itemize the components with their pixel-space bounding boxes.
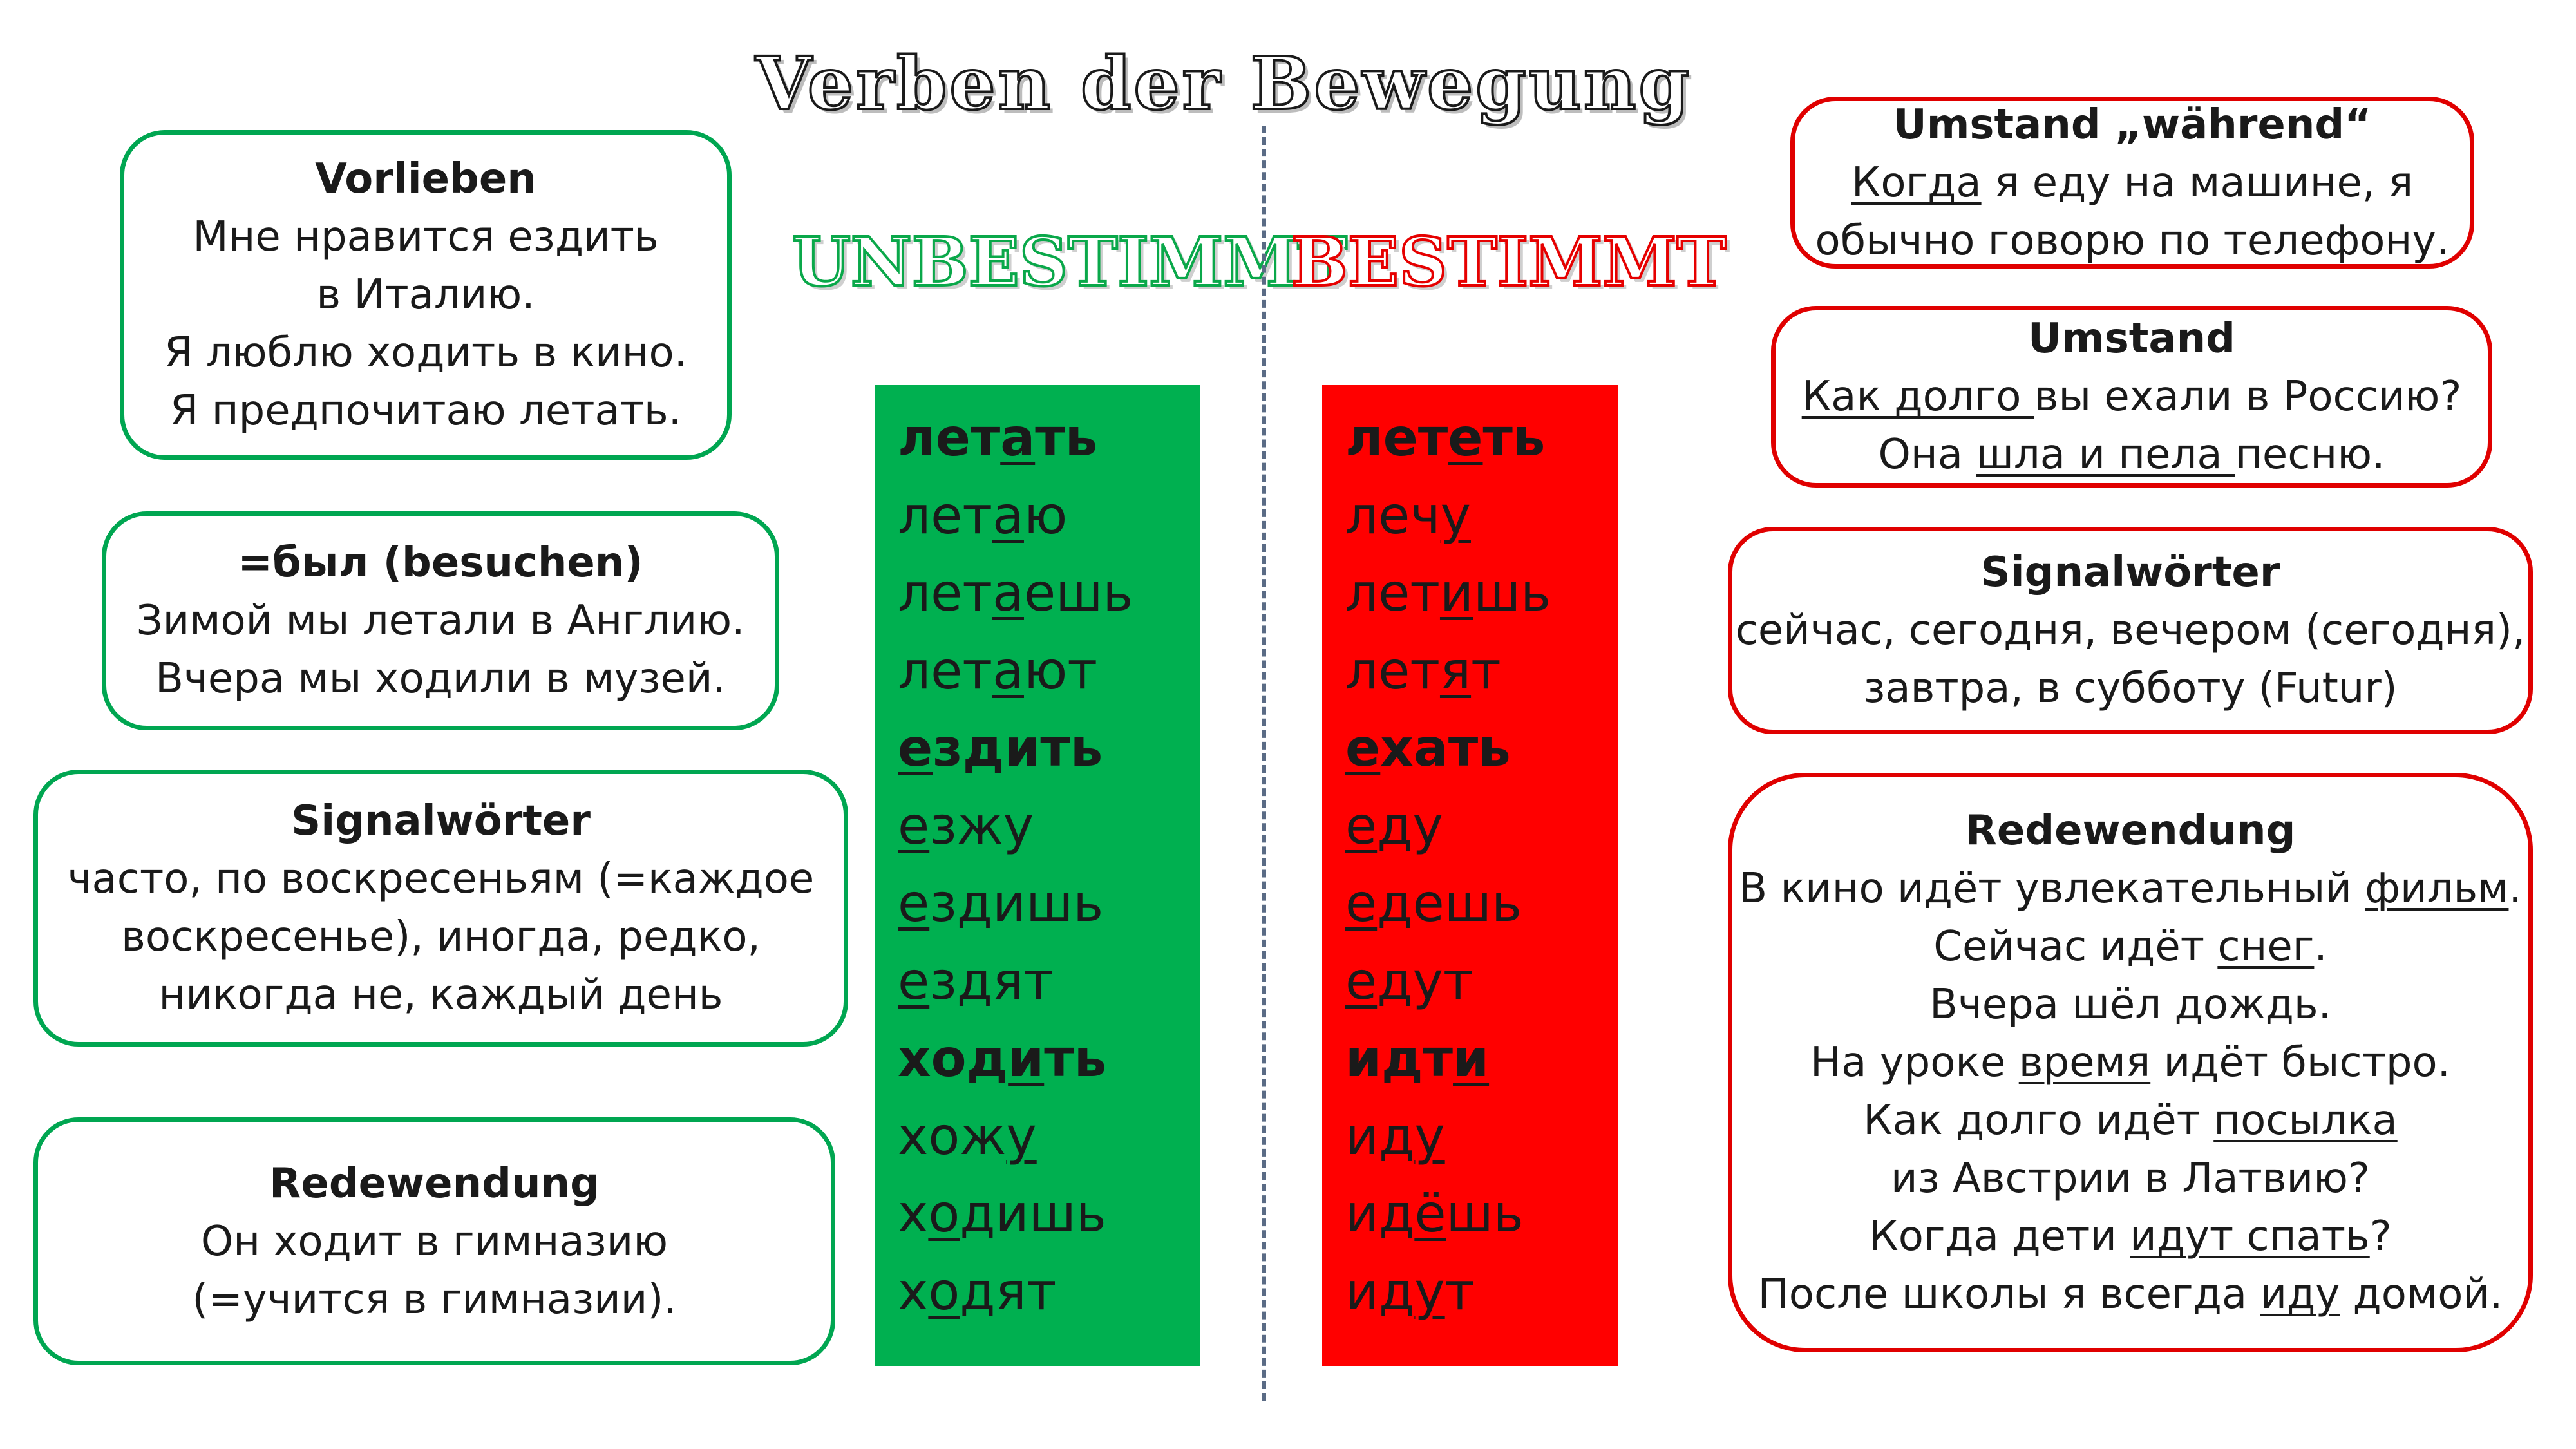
box-line: (=учится в гимназии). xyxy=(192,1275,677,1323)
box-line: Я люблю ходить в кино. xyxy=(164,329,688,377)
box-redewendung-left xyxy=(33,1117,835,1365)
box-line: Сейчас идёт снег. xyxy=(1933,923,2327,971)
box-line: в Италию. xyxy=(316,271,535,319)
verb-form: лететь xyxy=(1345,408,1546,468)
column-heading-indefinite: UNBESTIMMT xyxy=(792,222,1347,301)
box-heading: Vorlieben xyxy=(315,155,536,203)
box-line: Как долго вы ехали в Россию? xyxy=(1801,373,2462,421)
stressed-vowel: е xyxy=(898,718,933,778)
stressed-vowel: а xyxy=(992,485,1024,545)
box-line: Зимой мы летали в Англию. xyxy=(136,597,745,645)
verb-form: идут xyxy=(1345,1261,1475,1321)
stressed-vowel: е xyxy=(1345,873,1378,933)
verb-form: идти xyxy=(1345,1028,1490,1088)
underlined-phrase: Когда xyxy=(1851,158,1982,207)
verb-form: ходить xyxy=(898,1028,1107,1088)
stressed-vowel: я xyxy=(1439,640,1472,701)
box-line: Вчера мы ходили в музей. xyxy=(155,655,726,703)
box-heading: =был (besuchen) xyxy=(238,539,643,587)
stressed-vowel: и xyxy=(1439,563,1473,623)
page-title: Verben der Bewegung xyxy=(755,42,1692,126)
verb-form: иду xyxy=(1345,1106,1445,1166)
box-line: Как долго идёт посылка xyxy=(1863,1097,2398,1144)
box-signalwoerter-right xyxy=(1728,527,2533,734)
column-heading-definite: BESTIMMT xyxy=(1291,222,1727,301)
box-line: Я предпочитаю летать. xyxy=(169,387,682,435)
box-line: После школы я всегда иду домой. xyxy=(1757,1271,2503,1318)
verb-form: ходят xyxy=(898,1261,1057,1321)
stressed-vowel: и xyxy=(1008,1028,1045,1088)
stressed-vowel: е xyxy=(1345,951,1378,1011)
box-line: Он ходит в гимназию xyxy=(200,1217,668,1265)
definite-verb-list xyxy=(1322,385,1618,1331)
underlined-phrase: время xyxy=(2018,1039,2151,1086)
stressed-vowel: е xyxy=(898,873,930,933)
box-umstand-waehrend xyxy=(1790,97,2474,269)
underlined-phrase: идут спать xyxy=(2130,1213,2370,1260)
box-vorlieben xyxy=(120,130,732,460)
verb-form: летаю xyxy=(898,485,1068,545)
underlined-phrase: иду xyxy=(2260,1271,2340,1318)
underlined-phrase: Как долго xyxy=(1801,373,2034,421)
box-line: обычно говорю по телефону. xyxy=(1815,216,2450,265)
stressed-vowel: а xyxy=(1000,408,1036,468)
box-line: часто, по воскресеньям (=каждое xyxy=(67,855,815,903)
stressed-vowel: у xyxy=(1006,1106,1037,1166)
stressed-vowel: е xyxy=(1448,408,1483,468)
verb-form: еду xyxy=(1345,795,1443,856)
box-line: из Австрии в Латвию? xyxy=(1891,1155,2370,1202)
verb-form: ездить xyxy=(898,718,1103,778)
verb-form: летаешь xyxy=(898,563,1133,623)
stressed-vowel: о xyxy=(928,1261,960,1321)
box-line: Она шла и пела песню. xyxy=(1878,431,2385,478)
box-umstand xyxy=(1771,306,2492,488)
definite-verbs-panel xyxy=(1322,385,1618,1366)
stressed-vowel: е xyxy=(898,795,930,856)
column-divider xyxy=(1262,126,1266,1401)
box-heading: Redewendung xyxy=(269,1159,600,1208)
box-heading: Signalwörter xyxy=(1980,549,2280,596)
box-line: сейчас, сегодня, вечером (сегодня), xyxy=(1735,607,2526,654)
verb-form: летят xyxy=(1345,640,1501,701)
underlined-phrase: шла и пела xyxy=(1976,431,2235,478)
stressed-vowel: а xyxy=(992,640,1024,701)
box-line: Когда дети идут спать? xyxy=(1869,1213,2392,1260)
box-heading: Umstand „während“ xyxy=(1893,100,2372,149)
stressed-vowel: у xyxy=(1414,1261,1445,1321)
verb-form: ездишь xyxy=(898,873,1104,933)
verb-form: летают xyxy=(898,640,1097,701)
box-line: завтра, в субботу (Futur) xyxy=(1863,665,2398,712)
indefinite-verb-list xyxy=(875,385,1200,1331)
verb-form: ездят xyxy=(898,951,1054,1011)
box-line: Когда я еду на машине, я xyxy=(1851,158,2414,207)
box-byl xyxy=(102,511,779,730)
verb-form: езжу xyxy=(898,795,1034,856)
underlined-phrase: фильм xyxy=(2365,865,2509,913)
stressed-vowel: а xyxy=(992,563,1024,623)
underlined-phrase: снег xyxy=(2217,923,2315,971)
verb-form: идёшь xyxy=(1345,1184,1524,1244)
box-line: воскресенье), иногда, редко, xyxy=(121,913,761,961)
stressed-vowel: у xyxy=(1440,485,1471,545)
box-line: Мне нравится ездить xyxy=(193,213,659,261)
verb-form: летишь xyxy=(1345,563,1551,623)
box-redewendung-right xyxy=(1728,773,2533,1352)
stressed-vowel: о xyxy=(928,1184,960,1244)
stressed-vowel: е xyxy=(1345,795,1378,856)
box-heading: Signalwörter xyxy=(291,797,591,845)
verb-form: едешь xyxy=(1345,873,1522,933)
verb-form: лечу xyxy=(1345,485,1471,545)
verb-form: хожу xyxy=(898,1106,1037,1166)
stressed-vowel: и xyxy=(1453,1028,1490,1088)
box-heading: Umstand xyxy=(2028,315,2235,363)
stressed-vowel: у xyxy=(1414,1106,1445,1166)
box-line: Вчера шёл дождь. xyxy=(1929,981,2331,1028)
verb-form: едут xyxy=(1345,951,1473,1011)
verb-form: ходишь xyxy=(898,1184,1106,1244)
box-heading: Redewendung xyxy=(1965,807,2296,855)
box-signalwoerter-left xyxy=(33,770,848,1046)
stressed-vowel: е xyxy=(1345,718,1381,778)
stressed-vowel: е xyxy=(898,951,930,1011)
box-line: В кино идёт увлекательный фильм. xyxy=(1739,865,2522,913)
verb-form: ехать xyxy=(1345,718,1511,778)
box-line: На уроке время идёт быстро. xyxy=(1810,1039,2450,1086)
box-line: никогда не, каждый день xyxy=(158,971,723,1019)
underlined-phrase: посылка xyxy=(2213,1097,2398,1144)
indefinite-verbs-panel xyxy=(875,385,1200,1366)
verb-form: летать xyxy=(898,408,1098,468)
stressed-vowel: ё xyxy=(1414,1184,1446,1244)
